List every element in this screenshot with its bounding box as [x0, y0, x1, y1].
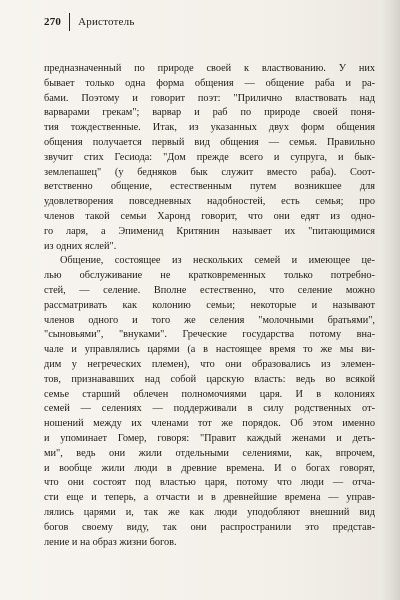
- header-divider: [69, 13, 70, 31]
- page-edge-shadow: [382, 0, 400, 600]
- text-line: и упоминает Гомер, говоря: "Правит каждый женами и деть-: [44, 432, 375, 444]
- text-line: ветственно общение, естественным путем возникшее для: [44, 181, 375, 193]
- text-line: Общение, состоящее из нескольких семей и имеющее це-: [60, 255, 375, 267]
- text-line: семье старший облечен полномочиями царя. И в колониях: [44, 388, 375, 400]
- text-line: рассматривать как колонию семьи; некоторые и называют: [44, 299, 375, 311]
- text-line: членов такой семьи Харонд говорит, что они едят из одно-: [44, 210, 375, 222]
- page-header: [44, 13, 135, 31]
- text-line: варварами грекам"; варвар и раб по природе своей поня-: [44, 107, 375, 119]
- text-line: бами. Поэтому и говорит поэт: "Прилично властвовать над: [44, 92, 375, 104]
- text-line: общения получается первый вид общения — семья. Правильно: [44, 136, 375, 148]
- text-line: го ларя, а Эпименид Критянин называет их "питающимися: [44, 225, 375, 237]
- text-line: что они состоят под властью царя, потому что люди — отча-: [44, 477, 375, 489]
- text-line: дим у негреческих племен), что они образовались из элемен-: [44, 358, 375, 370]
- paragraph-1: [44, 62, 375, 254]
- text-line: звучит стих Гесиода: "Дом прежде всего и супруга, и бык-: [44, 151, 375, 163]
- body-text: [44, 62, 375, 550]
- text-line: сти еще и теперь, а отчасти и в древнейшие времена — управ-: [44, 492, 375, 504]
- text-line: удовлетворения повседневных надобностей, есть семья; про: [44, 196, 375, 208]
- text-line: лялись царями и, так же как люди уподобляют внешний вид: [44, 506, 375, 518]
- text-line: ление и на образ жизни богов.: [44, 536, 177, 548]
- running-head: Аристотель: [78, 16, 135, 28]
- text-line: ношений между их членами тот же порядок. Об этом именно: [44, 418, 375, 430]
- text-line: членов одного и того же селения "молочными братьями",: [44, 314, 375, 326]
- text-line: богов своему виду, так они распространили это представ-: [44, 521, 375, 533]
- text-line: стей, — селение. Вполне естественно, что селение можно: [44, 284, 375, 296]
- text-line: из одних яслей".: [44, 240, 117, 252]
- text-line: бывает только одна форма общения — общение раба и ра-: [44, 77, 375, 89]
- text-line: предназначенный по природе своей к властвованию. У них: [44, 63, 375, 74]
- paragraph-2: [44, 254, 375, 550]
- text-line: ми", ведь они жили отдельными селениями, как, впрочем,: [44, 447, 375, 459]
- text-line: "сыновьями", "внуками". Греческие государства потому вна-: [44, 329, 375, 341]
- page-number: 270: [44, 16, 62, 28]
- text-line: тов, признававших над собой царскую власть: ведь во всякой: [44, 373, 375, 385]
- text-line: чале и управлялись царями (а в настоящее время то же мы ви-: [44, 344, 375, 356]
- text-line: и вообще жили люди в древние времена. И о богах говорят,: [44, 462, 375, 474]
- text-line: лью обслуживание не кратковременных только потребно-: [44, 270, 375, 282]
- text-line: землепашец" (у бедняков бык служит вместо раба). Соот-: [44, 166, 375, 178]
- text-line: тия тождественные. Итак, из указанных двух форм общения: [44, 122, 375, 134]
- text-line: семей — селениях — поддерживали в силу родственных от-: [44, 403, 375, 415]
